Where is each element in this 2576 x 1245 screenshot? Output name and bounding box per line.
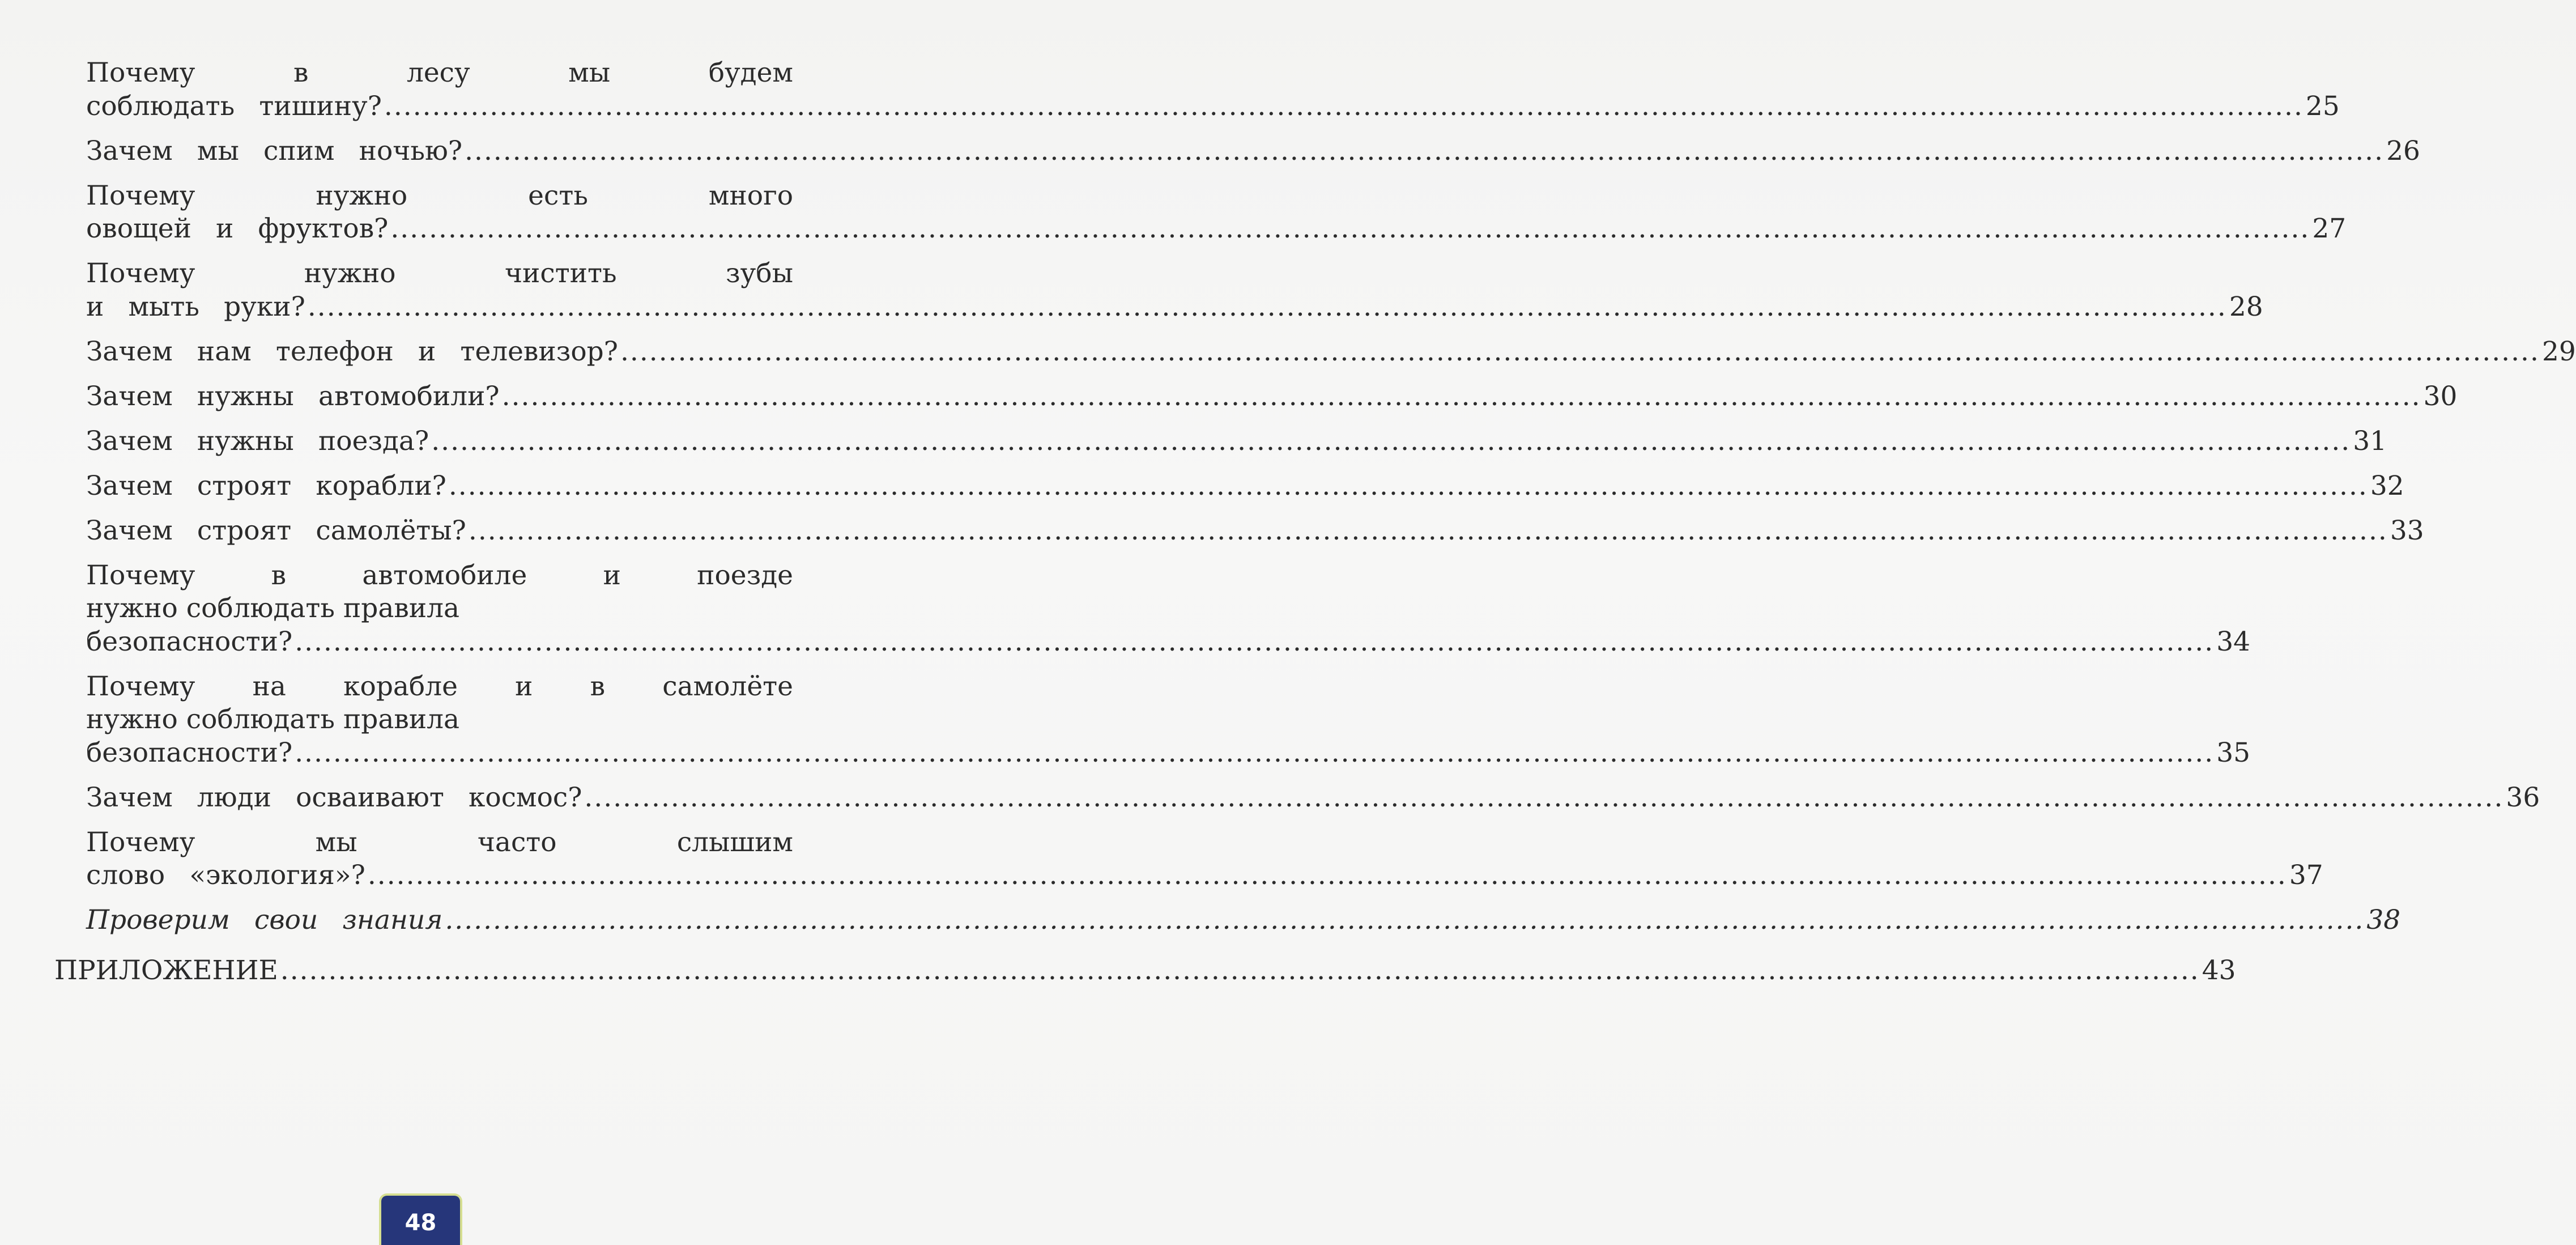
toc-entry-last-line bbox=[86, 291, 2263, 324]
dot-leader: ........................................................................................................................................................................................................ bbox=[620, 335, 2540, 367]
toc-entry-last-line bbox=[86, 425, 2387, 458]
toc-entry[interactable] bbox=[86, 57, 2340, 123]
toc-entry-title: и мыть руки? bbox=[86, 291, 305, 322]
toc-entry-line: Почему в лесу мы будем bbox=[86, 57, 793, 88]
toc-entry-last-line bbox=[54, 954, 2236, 988]
toc-entry-title: Зачем нужны поезда? bbox=[86, 425, 429, 457]
toc-entry[interactable] bbox=[86, 380, 2458, 414]
toc-page-number: 33 bbox=[2390, 515, 2424, 546]
dot-leader: ........................................................................................................................................................................................................ bbox=[367, 860, 2287, 891]
table-of-contents bbox=[54, 57, 2576, 999]
toc-entry[interactable] bbox=[86, 257, 2263, 324]
toc-entry-last-line bbox=[86, 737, 2250, 770]
toc-page-number: 35 bbox=[2216, 737, 2250, 768]
toc-entry[interactable] bbox=[86, 515, 2424, 548]
toc-entry[interactable] bbox=[86, 470, 2404, 503]
toc-entry-line: Почему мы часто слышим bbox=[86, 826, 793, 858]
toc-entry-last-line bbox=[86, 213, 2347, 246]
dot-leader: ........................................................................................................................................................................................................ bbox=[445, 904, 2365, 936]
toc-page-number: 26 bbox=[2386, 135, 2420, 167]
toc-entry-last-line bbox=[86, 335, 2576, 369]
toc-entry-title: Зачем нам телефон и телевизор? bbox=[86, 335, 618, 367]
dot-leader: ........................................................................................................................................................................................................ bbox=[384, 90, 2304, 122]
toc-page-number: 37 bbox=[2289, 860, 2323, 891]
toc-entry-title: овощей и фруктов? bbox=[86, 213, 389, 244]
toc-entry[interactable] bbox=[86, 670, 2250, 770]
toc-entry-title: Зачем нужны автомобили? bbox=[86, 380, 500, 412]
toc-entry-line: нужно соблюдать правила bbox=[86, 593, 460, 624]
dot-leader: ........................................................................................................................................................................................................ bbox=[390, 213, 2310, 244]
toc-entry-title: Зачем строят корабли? bbox=[86, 470, 446, 502]
toc-entry-last-line bbox=[86, 859, 2323, 893]
toc-entry-title: безопасности? bbox=[86, 626, 293, 657]
toc-entry-title: Зачем мы спим ночью? bbox=[86, 135, 463, 167]
dot-leader: ........................................................................................................................................................................................................ bbox=[307, 291, 2227, 322]
toc-page-number: 32 bbox=[2370, 470, 2404, 502]
toc-entry[interactable] bbox=[86, 135, 2420, 168]
toc-entry-line: нужно соблюдать правила bbox=[86, 704, 460, 735]
toc-entry-last-line bbox=[86, 135, 2420, 168]
toc-page-number: 28 bbox=[2229, 291, 2263, 322]
dot-leader: ........................................................................................................................................................................................................ bbox=[295, 737, 2215, 768]
toc-entry-appendix[interactable] bbox=[54, 954, 2236, 988]
toc-entry-line: Почему нужно есть много bbox=[86, 180, 793, 211]
toc-entry-title: Проверим свои знания bbox=[86, 904, 443, 936]
toc-entry[interactable] bbox=[86, 904, 2401, 937]
toc-page-number: 29 bbox=[2541, 335, 2576, 367]
dot-leader: ........................................................................................................................................................................................................ bbox=[584, 781, 2504, 813]
dot-leader: ........................................................................................................................................................................................................ bbox=[431, 425, 2351, 457]
toc-entry-last-line bbox=[86, 781, 2540, 815]
toc-page-number: 31 bbox=[2353, 425, 2387, 457]
toc-entry-title: безопасности? bbox=[86, 737, 293, 768]
toc-entry-last-line bbox=[86, 90, 2340, 124]
dot-leader: ........................................................................................................................................................................................................ bbox=[501, 380, 2421, 412]
toc-entry-last-line bbox=[86, 626, 2250, 659]
dot-leader: ........................................................................................................................................................................................................ bbox=[465, 135, 2385, 167]
toc-entry[interactable] bbox=[86, 781, 2540, 815]
toc-entry-title: ПРИЛОЖЕНИЕ bbox=[54, 954, 278, 986]
toc-entry-last-line bbox=[86, 470, 2404, 503]
toc-entry-title: соблюдать тишину? bbox=[86, 90, 382, 122]
toc-entry-title: Зачем строят самолёты? bbox=[86, 515, 466, 546]
toc-page-number: 25 bbox=[2305, 90, 2340, 122]
toc-entry-line: Почему на корабле и в самолёте bbox=[86, 670, 793, 702]
toc-entry[interactable] bbox=[86, 559, 2250, 659]
toc-page-number: 34 bbox=[2216, 626, 2250, 657]
dot-leader: ........................................................................................................................................................................................................ bbox=[468, 515, 2388, 546]
dot-leader: ........................................................................................................................................................................................................ bbox=[280, 954, 2200, 986]
dot-leader: ........................................................................................................................................................................................................ bbox=[295, 626, 2215, 657]
page-number-badge bbox=[379, 1193, 462, 1245]
page-number: 48 bbox=[405, 1209, 437, 1236]
toc-page-number: 27 bbox=[2312, 213, 2347, 244]
toc-entry[interactable] bbox=[86, 425, 2387, 458]
dot-leader: ........................................................................................................................................................................................................ bbox=[448, 470, 2368, 502]
toc-page-number: 43 bbox=[2202, 954, 2236, 986]
toc-entry-line: Почему нужно чистить зубы bbox=[86, 258, 793, 289]
toc-entry-last-line bbox=[86, 904, 2401, 937]
toc-entry-last-line bbox=[86, 380, 2458, 414]
toc-entry[interactable] bbox=[86, 180, 2347, 246]
toc-entry-title: слово «экология»? bbox=[86, 860, 365, 891]
toc-entry-last-line bbox=[86, 515, 2424, 548]
toc-entry-title: Зачем люди осваивают космос? bbox=[86, 781, 582, 813]
toc-page-number: 36 bbox=[2506, 781, 2540, 813]
toc-page-number: 30 bbox=[2423, 380, 2458, 412]
toc-page-number: 38 bbox=[2366, 904, 2401, 936]
toc-entry[interactable] bbox=[86, 826, 2323, 893]
toc-entry[interactable] bbox=[86, 335, 2576, 369]
toc-entry-line: Почему в автомобиле и поезде bbox=[86, 559, 793, 591]
